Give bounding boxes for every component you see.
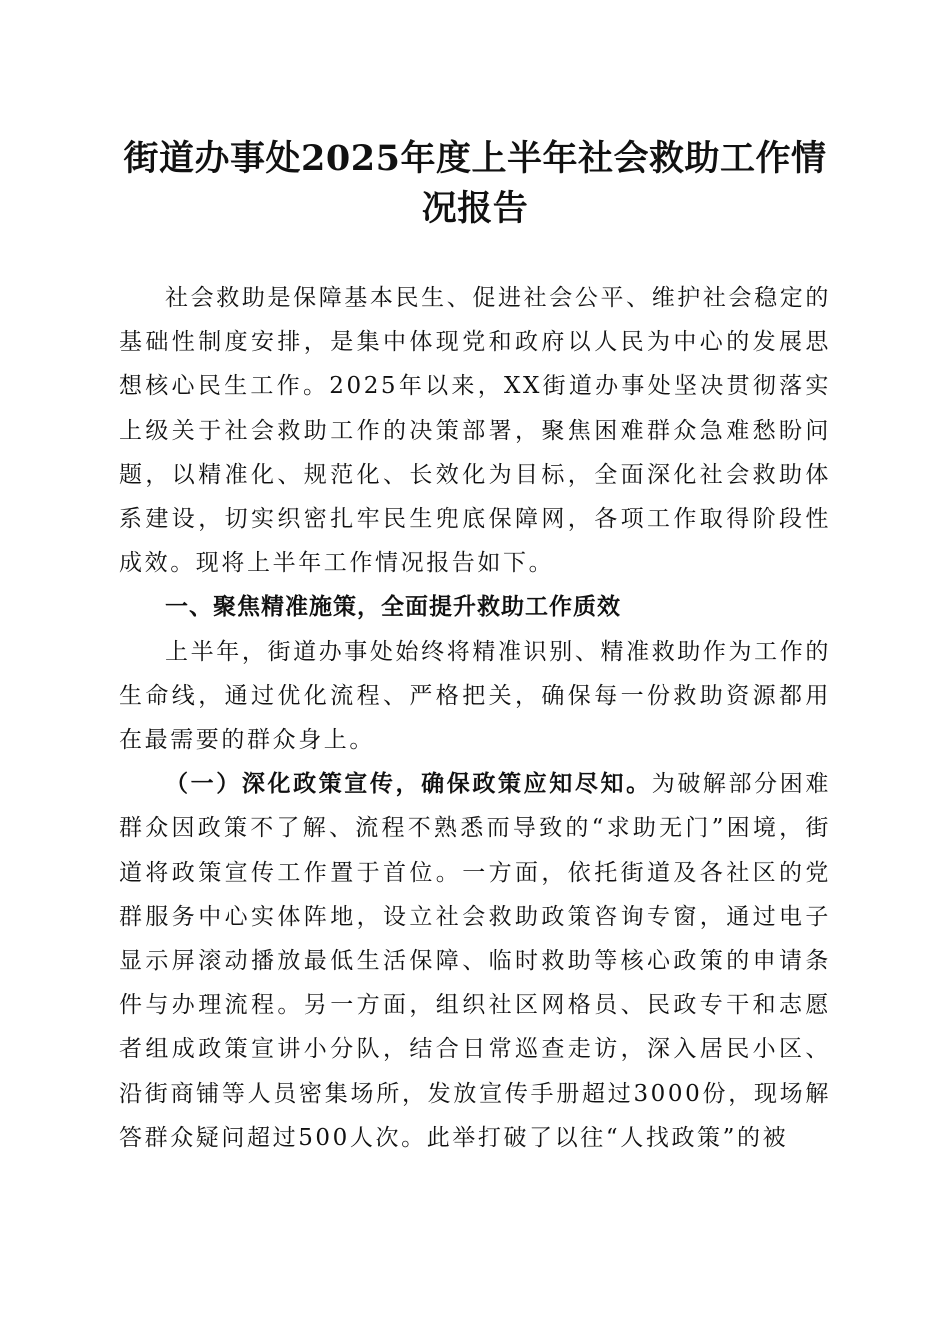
document-title: 街道办事处2025年度上半年社会救助工作情况报告: [123, 138, 827, 229]
intro-paragraph: 社会救助是保障基本民生、促进社会公平、维护社会稳定的基础性制度安排，是集中体现党和政府以人民为中心的发展思想核心民生工作。2025年以来，XX街道办事处坚决贯彻落实上级关于社会救助工作的决策部署，聚焦困难群众急难愁盼问题，以精准化、规范化、长效化为目标，全面深化社会救助体系建设，切实织密扎牢民生兜底保障网，各项工作取得阶段性成效。现将上半年工作情况报告如下。: [119, 285, 831, 577]
document-body: [119, 276, 831, 1160]
section-1-paragraph: 上半年，街道办事处始终将精准识别、精准救助作为工作的生命线，通过优化流程、严格把关，确保每一份救助资源都用在最需要的群众身上。: [119, 638, 831, 754]
section-1-heading: 一、聚焦精准施策，全面提升救助工作质效: [165, 594, 621, 621]
subsection-1-paragraph: [119, 762, 831, 1160]
subsection-1-text: 为破解部分困难群众因政策不了解、流程不熟悉而导致的“求助无门”困境，街道将政策宣传工作置于首位。一方面，依托街道及各社区的党群服务中心实体阵地，设立社会救助政策咨询专窗，通过电子显示屏滚动播放最低生活保障、临时救助等核心政策的申请条件与办理流程。另一方面，组织社区网格员、民政专干和志愿者组成政策宣讲小分队，结合日常巡查走访，深入居民小区、沿街商铺等人员密集场所，发放宣传手册超过3000份，现场解答群众疑问超过500人次。此举打破了以往“人找政策”的被: [119, 771, 831, 1151]
subsection-1-lead: （一）深化政策宣传，确保政策应知尽知。: [165, 770, 652, 798]
